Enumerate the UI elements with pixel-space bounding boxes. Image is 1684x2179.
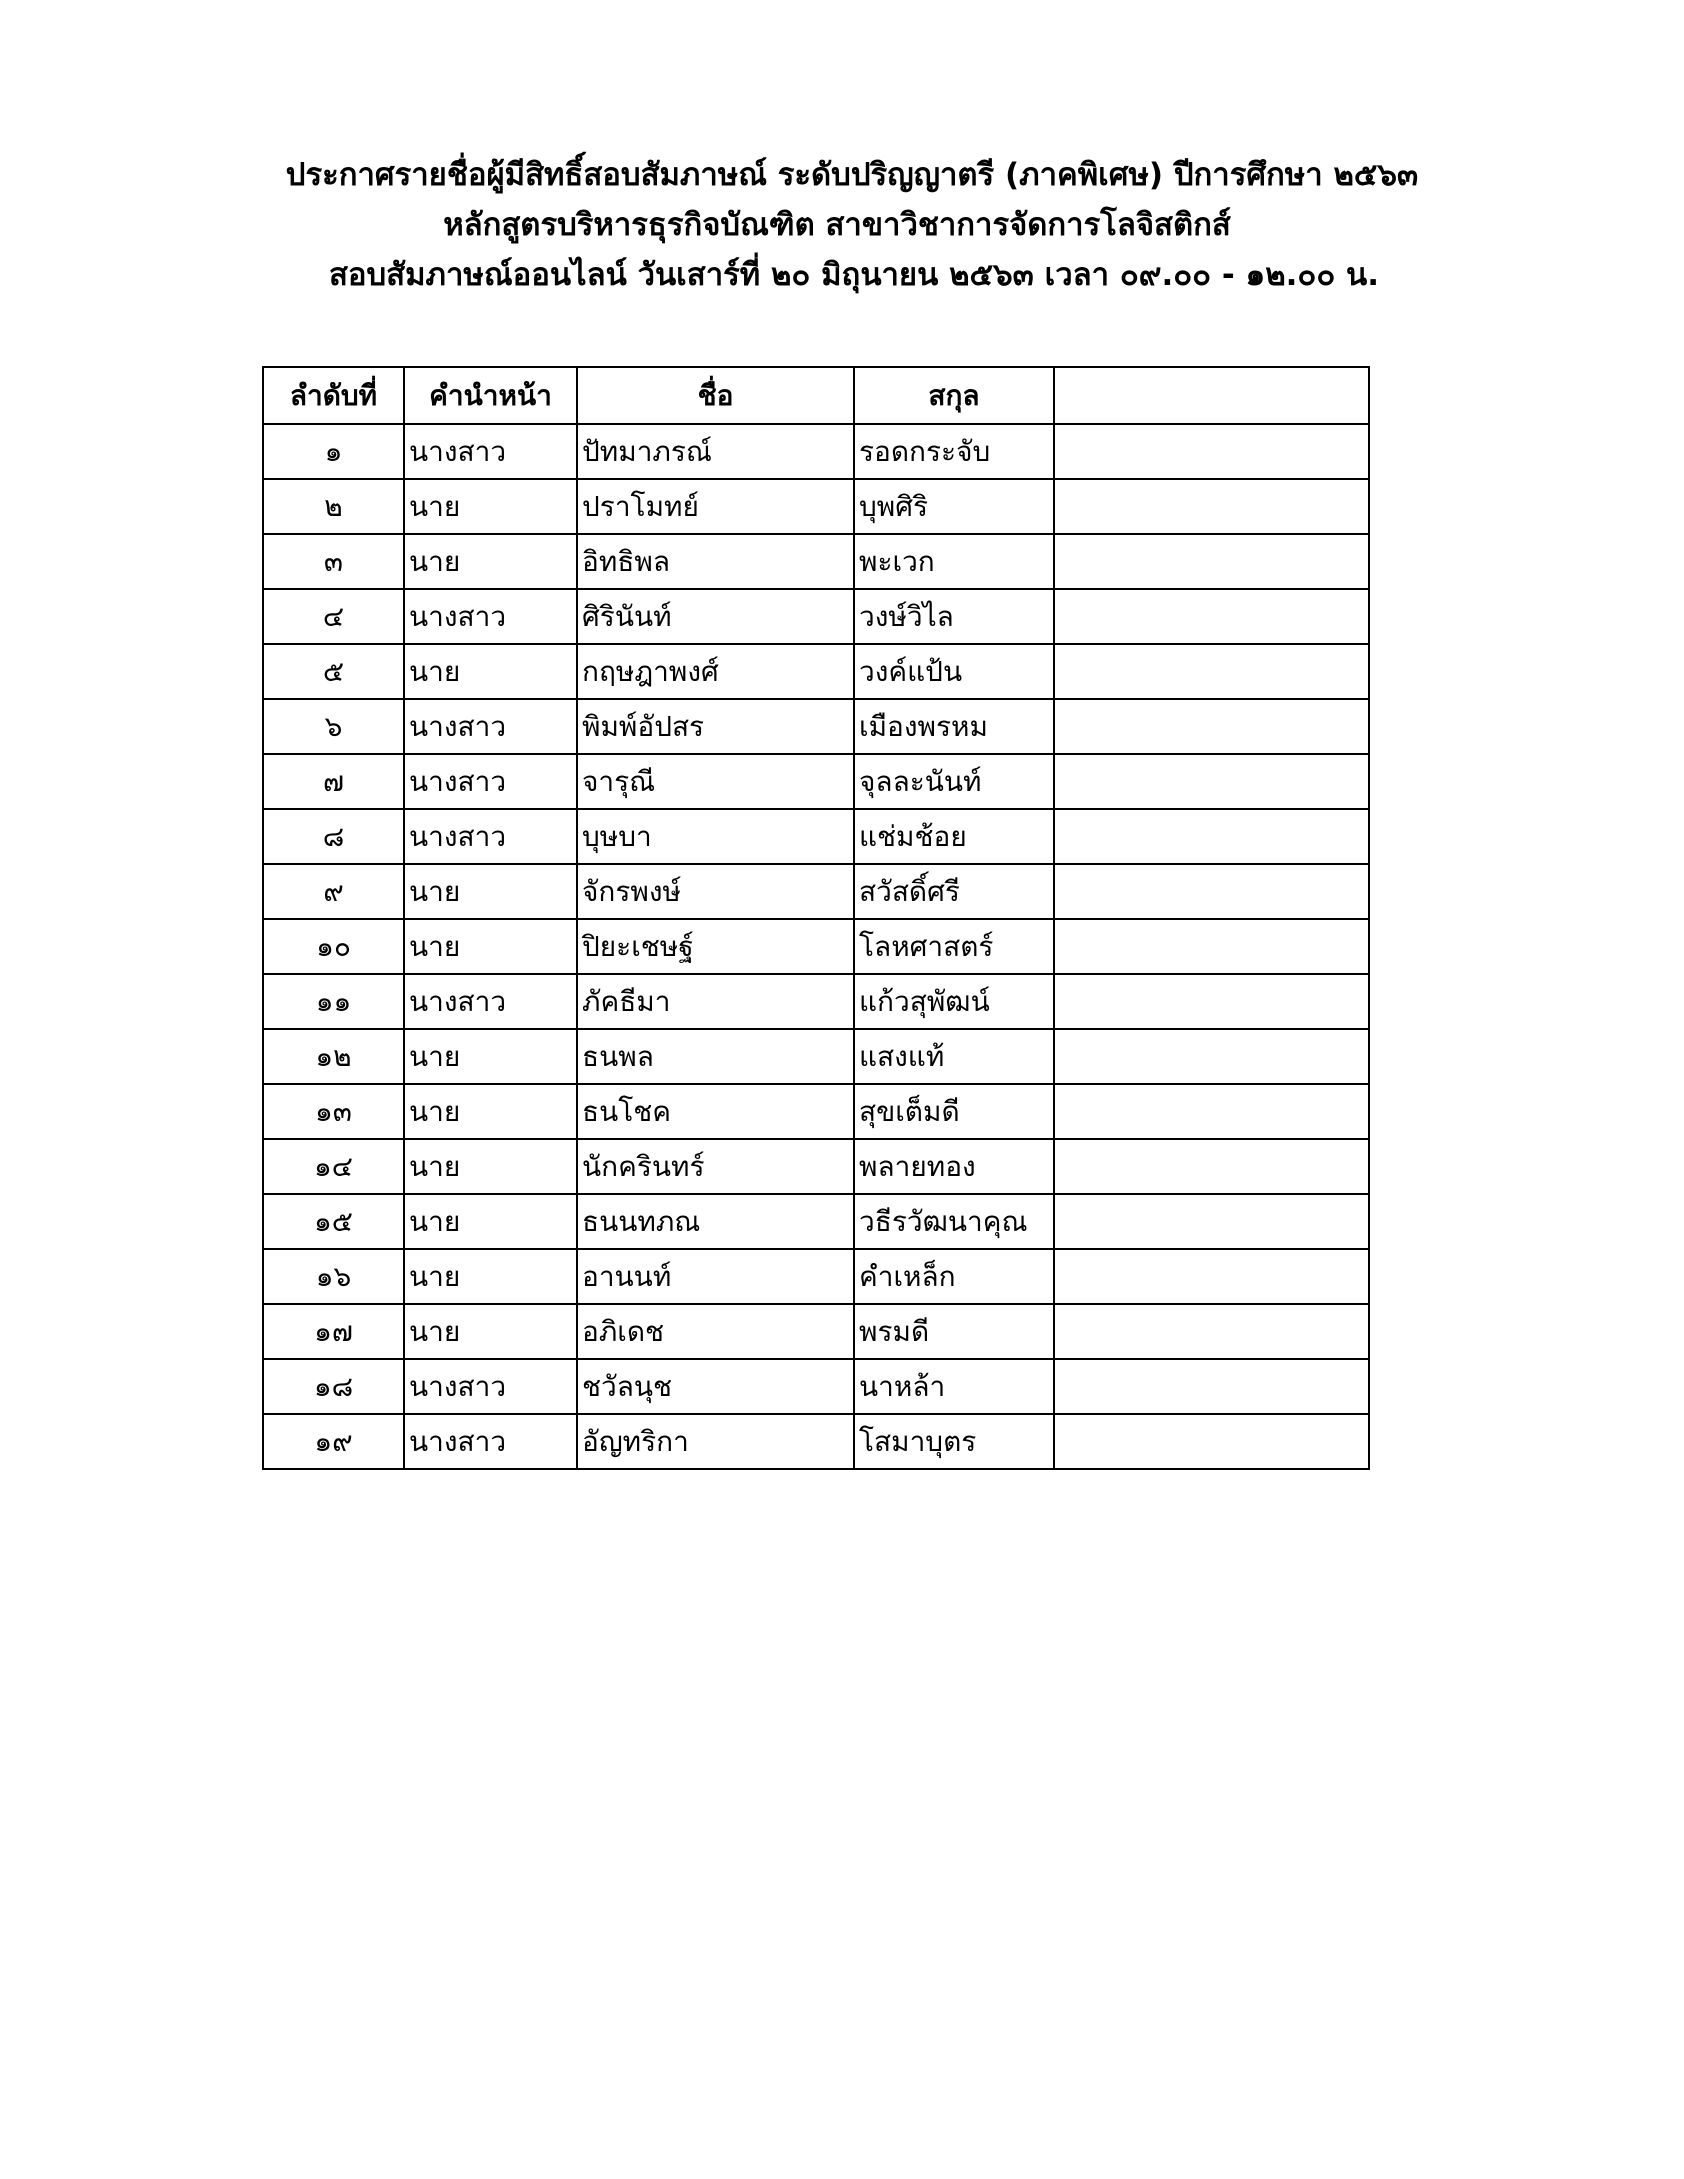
cell-blank bbox=[1054, 1194, 1369, 1249]
cell-number: ๑๕ bbox=[263, 1194, 404, 1249]
cell-first-name: ธนนทภณ bbox=[577, 1194, 854, 1249]
cell-last-name: วงค์แป้น bbox=[854, 644, 1054, 699]
cell-first-name: อภิเดช bbox=[577, 1304, 854, 1359]
cell-last-name: รอดกระจับ bbox=[854, 424, 1054, 479]
cell-last-name: คำเหล็ก bbox=[854, 1249, 1054, 1304]
table-row bbox=[263, 589, 1369, 644]
cell-blank bbox=[1054, 864, 1369, 919]
table-row bbox=[263, 1084, 1369, 1139]
cell-blank bbox=[1054, 1249, 1369, 1304]
cell-number: ๘ bbox=[263, 809, 404, 864]
cell-last-name: พลายทอง bbox=[854, 1139, 1054, 1194]
cell-title: นาย bbox=[404, 1029, 577, 1084]
cell-blank bbox=[1054, 809, 1369, 864]
table-row bbox=[263, 974, 1369, 1029]
cell-first-name: กฤษฎาพงศ์ bbox=[577, 644, 854, 699]
cell-first-name: จารุณี bbox=[577, 754, 854, 809]
cell-first-name: บุษบา bbox=[577, 809, 854, 864]
cell-number: ๙ bbox=[263, 864, 404, 919]
cell-number: ๒ bbox=[263, 479, 404, 534]
cell-number: ๖ bbox=[263, 699, 404, 754]
table-row bbox=[263, 1029, 1369, 1084]
cell-title: นางสาว bbox=[404, 1359, 577, 1414]
cell-first-name: ศิรินันท์ bbox=[577, 589, 854, 644]
cell-blank bbox=[1054, 644, 1369, 699]
table-header-row bbox=[263, 367, 1369, 424]
cell-last-name: วธีรวัฒนาคุณ bbox=[854, 1194, 1054, 1249]
cell-title: นาย bbox=[404, 534, 577, 589]
cell-last-name: บุพศิริ bbox=[854, 479, 1054, 534]
cell-blank bbox=[1054, 479, 1369, 534]
cell-number: ๑๒ bbox=[263, 1029, 404, 1084]
cell-first-name: อานนท์ bbox=[577, 1249, 854, 1304]
cell-last-name: นาหล้า bbox=[854, 1359, 1054, 1414]
candidate-table bbox=[262, 366, 1370, 1470]
table-row bbox=[263, 864, 1369, 919]
cell-title: นางสาว bbox=[404, 424, 577, 479]
cell-blank bbox=[1054, 1359, 1369, 1414]
cell-number: ๑๖ bbox=[263, 1249, 404, 1304]
cell-title: นางสาว bbox=[404, 1414, 577, 1469]
cell-title: นาย bbox=[404, 1194, 577, 1249]
cell-first-name: พิมพ์อัปสร bbox=[577, 699, 854, 754]
cell-first-name: นักครินทร์ bbox=[577, 1139, 854, 1194]
table-body bbox=[263, 424, 1369, 1469]
document-header bbox=[0, 150, 1684, 300]
cell-number: ๓ bbox=[263, 534, 404, 589]
cell-blank bbox=[1054, 754, 1369, 809]
cell-number: ๕ bbox=[263, 644, 404, 699]
table-row bbox=[263, 1304, 1369, 1359]
cell-first-name: ภัคธีมา bbox=[577, 974, 854, 1029]
cell-number: ๔ bbox=[263, 589, 404, 644]
table-row bbox=[263, 1249, 1369, 1304]
cell-blank bbox=[1054, 974, 1369, 1029]
cell-first-name: ปราโมทย์ bbox=[577, 479, 854, 534]
cell-last-name: สุขเต็มดี bbox=[854, 1084, 1054, 1139]
cell-first-name: ปิยะเชษฐ์ bbox=[577, 919, 854, 974]
cell-first-name: อิทธิพล bbox=[577, 534, 854, 589]
cell-title: นางสาว bbox=[404, 809, 577, 864]
table-row bbox=[263, 1359, 1369, 1414]
table-row bbox=[263, 1194, 1369, 1249]
column-header-title: คำนำหน้า bbox=[404, 367, 577, 424]
cell-title: นาย bbox=[404, 1139, 577, 1194]
cell-blank bbox=[1054, 1304, 1369, 1359]
cell-last-name: แก้วสุพัฒน์ bbox=[854, 974, 1054, 1029]
cell-last-name: จุลละนันท์ bbox=[854, 754, 1054, 809]
cell-title: นาย bbox=[404, 479, 577, 534]
cell-number: ๑๐ bbox=[263, 919, 404, 974]
cell-first-name: ปัทมาภรณ์ bbox=[577, 424, 854, 479]
program-name: หลักสูตรบริหารธุรกิจบัณฑิต สาขาวิชาการจัดการโลจิสติกส์ bbox=[443, 207, 1231, 243]
column-header-blank bbox=[1054, 367, 1369, 424]
cell-number: ๑๙ bbox=[263, 1414, 404, 1469]
cell-number: ๗ bbox=[263, 754, 404, 809]
cell-blank bbox=[1054, 1084, 1369, 1139]
cell-title: นางสาว bbox=[404, 974, 577, 1029]
cell-first-name: ชวัลนุช bbox=[577, 1359, 854, 1414]
table-row bbox=[263, 644, 1369, 699]
table-row bbox=[263, 424, 1369, 479]
column-header-number: ลำดับที่ bbox=[263, 367, 404, 424]
cell-title: นางสาว bbox=[404, 699, 577, 754]
interview-schedule: สอบสัมภาษณ์ออนไลน์ วันเสาร์ที่ ๒๐ มิถุนายน ๒๕๖๓ เวลา ๐๙.๐๐ - ๑๒.๐๐ น. bbox=[328, 257, 1380, 293]
cell-title: นาย bbox=[404, 1084, 577, 1139]
cell-title: นาย bbox=[404, 1304, 577, 1359]
cell-first-name: จักรพงษ์ bbox=[577, 864, 854, 919]
cell-blank bbox=[1054, 1139, 1369, 1194]
cell-last-name: เมืองพรหม bbox=[854, 699, 1054, 754]
cell-title: นาย bbox=[404, 644, 577, 699]
table-row bbox=[263, 534, 1369, 589]
table-row bbox=[263, 919, 1369, 974]
cell-first-name: อัญทริกา bbox=[577, 1414, 854, 1469]
cell-first-name: ธนโชค bbox=[577, 1084, 854, 1139]
announcement-title: ประกาศรายชื่อผู้มีสิทธิ์สอบสัมภาษณ์ ระดับปริญญาตรี (ภาคพิเศษ) ปีการศึกษา ๒๕๖๓ bbox=[285, 157, 1419, 193]
cell-title: นาย bbox=[404, 1249, 577, 1304]
cell-last-name: วงษ์วิไล bbox=[854, 589, 1054, 644]
cell-number: ๑๔ bbox=[263, 1139, 404, 1194]
cell-title: นางสาว bbox=[404, 754, 577, 809]
table-row bbox=[263, 1414, 1369, 1469]
cell-last-name: พรมดี bbox=[854, 1304, 1054, 1359]
cell-last-name: พะเวก bbox=[854, 534, 1054, 589]
cell-last-name: แช่มช้อย bbox=[854, 809, 1054, 864]
cell-blank bbox=[1054, 699, 1369, 754]
cell-number: ๑๑ bbox=[263, 974, 404, 1029]
cell-last-name: แสงแท้ bbox=[854, 1029, 1054, 1084]
column-header-last-name: สกุล bbox=[854, 367, 1054, 424]
table-row bbox=[263, 479, 1369, 534]
cell-blank bbox=[1054, 919, 1369, 974]
cell-title: นางสาว bbox=[404, 589, 577, 644]
table-row bbox=[263, 754, 1369, 809]
cell-last-name: สวัสดิ์ศรี bbox=[854, 864, 1054, 919]
cell-number: ๑๗ bbox=[263, 1304, 404, 1359]
table-row bbox=[263, 1139, 1369, 1194]
cell-first-name: ธนพล bbox=[577, 1029, 854, 1084]
cell-title: นาย bbox=[404, 864, 577, 919]
cell-blank bbox=[1054, 534, 1369, 589]
table-row bbox=[263, 809, 1369, 864]
cell-number: ๑๓ bbox=[263, 1084, 404, 1139]
column-header-first-name: ชื่อ bbox=[577, 367, 854, 424]
cell-number: ๑ bbox=[263, 424, 404, 479]
cell-blank bbox=[1054, 1029, 1369, 1084]
cell-last-name: โลหศาสตร์ bbox=[854, 919, 1054, 974]
cell-title: นาย bbox=[404, 919, 577, 974]
table-row bbox=[263, 699, 1369, 754]
cell-last-name: โสมาบุตร bbox=[854, 1414, 1054, 1469]
cell-number: ๑๘ bbox=[263, 1359, 404, 1414]
cell-blank bbox=[1054, 589, 1369, 644]
cell-blank bbox=[1054, 424, 1369, 479]
cell-blank bbox=[1054, 1414, 1369, 1469]
